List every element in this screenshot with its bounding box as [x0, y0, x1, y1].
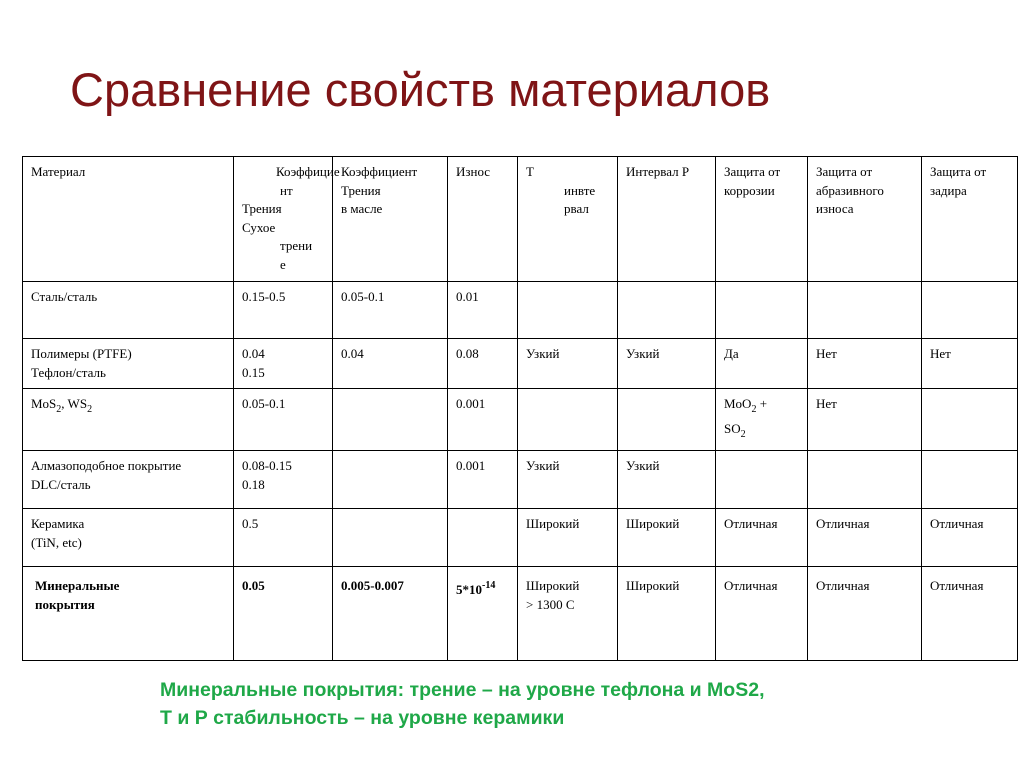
cell-seizure [922, 282, 1018, 339]
cell-dry: 0.05-0.1 [234, 389, 333, 451]
cell-oil [333, 509, 448, 567]
cell-abrasive: Отличная [808, 567, 922, 661]
header-t-interval: Т инвте рвал [518, 157, 618, 282]
cell-t [518, 389, 618, 451]
cell-wear: $5*10^{-14}$ [448, 567, 518, 661]
header-abrasive: Защита от абразивного износа [808, 157, 922, 282]
cell-seizure: Отличная [922, 567, 1018, 661]
header-oil-friction: Коэффициент Трения в масле [333, 157, 448, 282]
cell-t: Широкий [518, 509, 618, 567]
header-p-interval: Интервал Р [618, 157, 716, 282]
cell-oil: 0.005-0.007 [333, 567, 448, 661]
header-corrosion: Защита от коррозии [716, 157, 808, 282]
cell-material: Сталь/сталь [23, 282, 234, 339]
header-wear: Износ [448, 157, 518, 282]
header-dry-friction: Коэффицие нт Трения Сухое трени е [234, 157, 333, 282]
table-row [23, 339, 1018, 389]
cell-t: Широкий > 1300 С [518, 567, 618, 661]
cell-oil [333, 389, 448, 451]
note-line: Т и Р стабильность – на уровне керамики [160, 707, 565, 729]
note-line: Минеральные покрытия: трение – на уровне тефлона и MoS2, [160, 679, 765, 701]
table-row [23, 389, 1018, 451]
cell-p: Узкий [618, 451, 716, 509]
cell-dry: 0.15-0.5 [234, 282, 333, 339]
cell-seizure: Отличная [922, 509, 1018, 567]
conclusion-note [160, 676, 764, 732]
cell-material: Алмазоподобное покрытие DLC/сталь [23, 451, 234, 509]
cell-material: Минеральные покрытия [23, 567, 234, 661]
cell-corrosion [716, 282, 808, 339]
cell-corrosion: MoO$_2$ + $SO_2$ [716, 389, 808, 451]
header-row [23, 157, 1018, 282]
cell-p: Широкий [618, 567, 716, 661]
cell-oil: 0.05-0.1 [333, 282, 448, 339]
table-row [23, 451, 1018, 509]
table-row [23, 282, 1018, 339]
cell-wear: 0.001 [448, 389, 518, 451]
cell-seizure [922, 451, 1018, 509]
cell-t: Узкий [518, 339, 618, 389]
slide-title: Сравнение свойств материалов [70, 63, 771, 116]
cell-abrasive: Нет [808, 339, 922, 389]
cell-p [618, 282, 716, 339]
materials-table [22, 156, 1018, 661]
cell-abrasive: Отличная [808, 509, 922, 567]
cell-p: Широкий [618, 509, 716, 567]
cell-abrasive [808, 451, 922, 509]
cell-wear: 0.001 [448, 451, 518, 509]
cell-seizure: Нет [922, 339, 1018, 389]
cell-corrosion: Да [716, 339, 808, 389]
cell-corrosion: Отличная [716, 509, 808, 567]
cell-oil: 0.04 [333, 339, 448, 389]
cell-abrasive [808, 282, 922, 339]
cell-material: Керамика (TiN, etc) [23, 509, 234, 567]
cell-t: Узкий [518, 451, 618, 509]
cell-dry: 0.08-0.15 0.18 [234, 451, 333, 509]
cell-wear: 0.01 [448, 282, 518, 339]
cell-dry: 0.05 [234, 567, 333, 661]
cell-wear: 0.08 [448, 339, 518, 389]
cell-oil [333, 451, 448, 509]
cell-dry: 0.5 [234, 509, 333, 567]
cell-corrosion [716, 451, 808, 509]
cell-corrosion: Отличная [716, 567, 808, 661]
cell-t [518, 282, 618, 339]
cell-abrasive: Нет [808, 389, 922, 451]
cell-p: Узкий [618, 339, 716, 389]
cell-material: MoS$_2$, $WS_2$ [23, 389, 234, 451]
cell-wear [448, 509, 518, 567]
table-row [23, 509, 1018, 567]
cell-p [618, 389, 716, 451]
header-seizure: Защита от задира [922, 157, 1018, 282]
header-material: Материал [23, 157, 234, 282]
table-row [23, 567, 1018, 661]
cell-seizure [922, 389, 1018, 451]
cell-material: Полимеры (PTFE) Тефлон/сталь [23, 339, 234, 389]
cell-dry: 0.04 0.15 [234, 339, 333, 389]
